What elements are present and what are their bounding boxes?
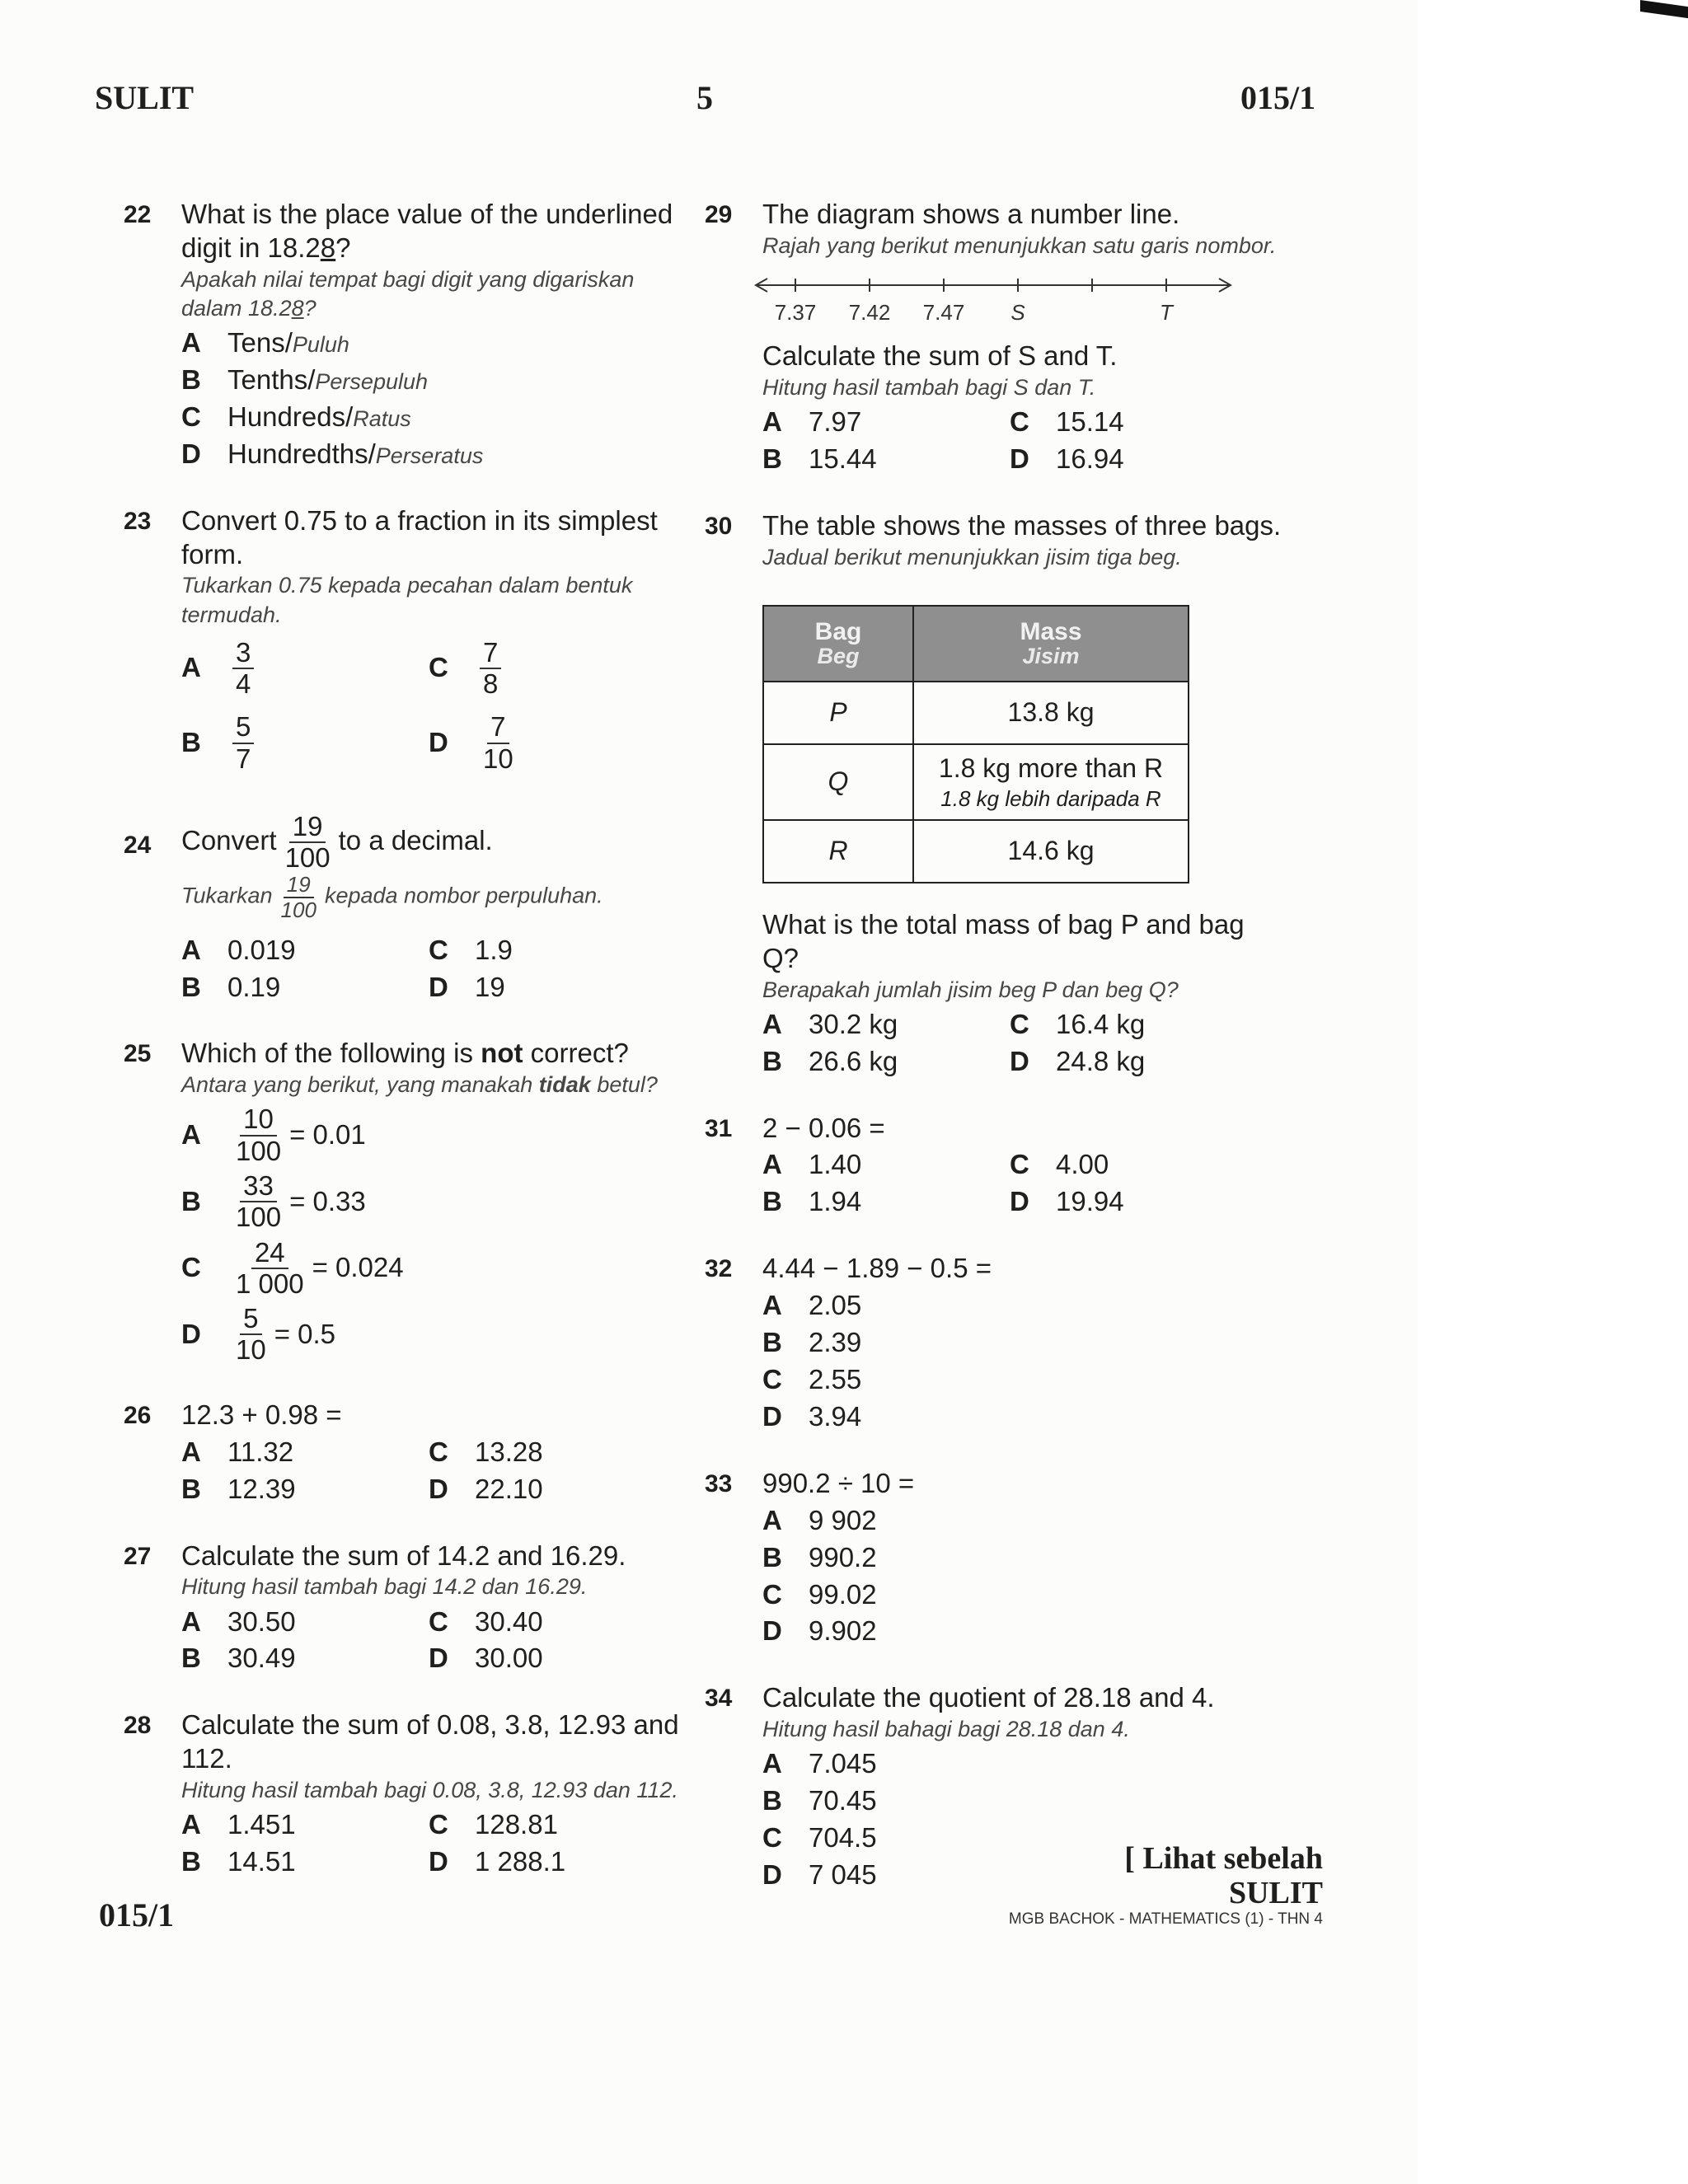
fraction: $\frac{19}{100}$ [280,872,316,922]
option-a[interactable]: A $\frac{10}{100}$ = 0.01 [181,1104,366,1166]
option-a[interactable]: A 9 902 [762,1504,877,1535]
tick-label: 7.42 [848,300,891,325]
option-d[interactable]: D 19 [429,971,505,1002]
table-row [763,682,1189,744]
answer-options [181,633,701,779]
question-text-malay: Berapakah jumlah jisim beg P dan beg Q? [762,977,1179,1002]
option-d[interactable]: D 22.10 [429,1473,543,1504]
question-stem-malay: Tukarkan 0.75 kepada pecahan dalam bentuk termudah. [181,573,633,627]
question-stem: The table shows the masses of three bags. [762,509,1282,541]
option-d[interactable]: D $\frac{7}{10}$ [429,712,676,774]
option-d[interactable]: D 16.94 [1010,443,1124,474]
question-26 [124,1399,701,1507]
fraction: $\frac{7}{8}$ [480,638,501,700]
option-c[interactable]: C 1.9 [429,934,513,965]
option-d[interactable]: D 30.00 [429,1643,543,1674]
page-number: 5 [696,79,713,116]
mass-cell: 13.8 kg [913,682,1189,744]
answer-options [181,934,701,1005]
question-stem: 12.3 + 0.98 = [181,1399,342,1430]
question-number: 27 [124,1542,152,1570]
table-header-row [763,606,1189,682]
tick-label: 7.47 [922,300,965,325]
option-b[interactable]: B 15.44 [762,443,877,474]
question-number: 32 [705,1255,733,1283]
mass-cell: 1.8 kg more than R 1.8 kg lebih daripada R [913,744,1189,820]
answer-options [181,1605,701,1676]
answer-options [181,326,701,471]
option-c[interactable]: C 15.14 [1010,406,1124,437]
option-b[interactable]: B 12.39 [181,1473,296,1504]
option-c[interactable]: C Hundreds/Ratus [181,401,411,432]
question-number: 29 [705,201,733,228]
fraction: $\frac{7}{10}$ [483,711,513,774]
option-a[interactable]: A 0.019 [181,934,296,965]
question-number: 22 [124,201,152,228]
question-number: 25 [124,1040,152,1068]
option-a[interactable]: A $\frac{3}{4}$ [181,638,429,700]
column-header-mass: Mass Jisim [913,606,1189,682]
question-number: 24 [124,831,152,859]
answer-options [181,1436,701,1507]
tick-label-s: S [1010,300,1025,325]
bag-cell: P [763,682,913,744]
header-classification: SULIT [95,79,195,116]
option-b[interactable]: B 1.94 [762,1186,862,1217]
answer-options [762,1008,1282,1079]
question-stem: The diagram shows a number line. [762,199,1180,229]
option-b[interactable]: B 70.45 [762,1785,877,1816]
option-a[interactable]: A 2.05 [762,1290,862,1321]
question-stem: Which of the following is not correct? [181,1038,629,1069]
option-a[interactable]: A 7.045 [762,1748,877,1779]
footer-paper-code: 015/1 [99,1896,175,1933]
question-number: 23 [124,507,152,535]
question-text: Calculate the sum of S and T. [762,340,1118,371]
fraction: $\frac{3}{4}$ [232,638,254,700]
option-b[interactable]: B 30.49 [181,1643,296,1674]
option-d[interactable]: D 3.94 [762,1400,862,1432]
question-23 [124,504,701,779]
option-a[interactable]: A 1.40 [762,1149,862,1180]
question-stem: Calculate the sum of 14.2 and 16.29. [181,1540,626,1571]
option-a[interactable]: A 11.32 [181,1436,294,1467]
question-number: 28 [124,1712,152,1740]
option-a[interactable]: A 7.97 [762,406,862,437]
option-a[interactable]: A 30.50 [181,1605,296,1637]
option-d[interactable]: D 1 288.1 [429,1846,566,1877]
question-stem-malay: Hitung hasil bahagi bagi 28.18 dan 4. [762,1717,1130,1742]
option-b[interactable]: B 0.19 [181,971,281,1002]
question-stem: 990.2 ÷ 10 = [762,1467,915,1498]
scan-margin [1418,0,1688,2184]
question-stem-malay: Hitung hasil tambah bagi 0.08, 3.8, 12.93 dan 112. [181,1778,678,1803]
option-d[interactable]: D 19.94 [1010,1186,1124,1217]
column-header-bag: Bag Beg [763,606,913,682]
question-number: 30 [705,512,733,540]
option-b[interactable]: B 990.2 [762,1541,877,1572]
option-d[interactable]: D 7 045 [762,1859,877,1891]
question-stem-malay: Tukarkan $\frac{19}{100}$ kepada nombor perpuluhan. [181,872,603,922]
question-text-malay: Hitung hasil tambah bagi S dan T. [762,374,1096,400]
question-32 [705,1252,1282,1434]
option-d[interactable]: D Hundredths/Perseratus [181,438,484,469]
option-d[interactable]: D $\frac{5}{10}$ = 0.5 [181,1303,336,1366]
tick-label-t: T [1160,300,1173,325]
question-29 [705,198,1282,476]
question-stem: Convert 0.75 to a fraction in its simplest form. [181,504,658,569]
left-column [124,198,701,1912]
question-28 [124,1708,701,1879]
option-b[interactable]: B 14.51 [181,1846,296,1877]
option-b[interactable]: B $\frac{5}{7}$ [181,712,429,774]
question-stem: 2 − 0.06 = [762,1112,885,1143]
option-c[interactable]: C 13.28 [429,1436,543,1467]
bag-cell: R [763,820,913,883]
option-d[interactable]: D 24.8 kg [1010,1045,1146,1076]
fraction: $\frac{5}{10}$ [236,1303,266,1366]
question-stem: 4.44 − 1.89 − 0.5 = [762,1253,992,1284]
answer-options [181,1104,701,1365]
question-stem: What is the place value of the underlined digit in 18.28? [181,199,673,263]
question-30 [705,509,1282,1079]
question-stem-malay: Apakah nilai tempat bagi digit yang digariskan dalam 18.28? [181,266,635,321]
answer-options [181,1808,701,1879]
answer-options [762,1148,1282,1219]
option-b[interactable]: B 26.6 kg [762,1045,898,1076]
fraction: $\frac{5}{7}$ [232,712,254,774]
question-stem-malay: Hitung hasil tambah bagi 14.2 dan 16.29. [181,1574,588,1600]
tick-label: 7.37 [774,300,817,325]
option-c[interactable]: C 704.5 [762,1822,877,1854]
question-stem-malay: Rajah yang berikut menunjukkan satu garis nombor. [762,232,1277,258]
fraction: $\frac{10}{100}$ [236,1104,282,1166]
question-number: 34 [705,1685,733,1713]
question-stem: Convert $\frac{19}{100}$ to a decimal. [181,810,493,874]
question-33 [705,1467,1282,1649]
answer-options [762,405,1282,476]
footer-turn-over: [ Lihat sebelah SULIT [1124,1841,1323,1910]
option-d[interactable]: D 9.902 [762,1615,877,1647]
table-row [763,744,1189,820]
option-c[interactable]: C 128.81 [429,1809,558,1840]
option-c[interactable]: C 30.40 [429,1605,543,1637]
question-stem-malay: Jadual berikut menunjukkan jisim tiga beg. [762,544,1182,569]
question-stem: Calculate the sum of 0.08, 3.8, 12.93 and 112. [181,1709,679,1774]
option-c[interactable]: C 2.55 [762,1363,862,1394]
question-27 [124,1540,701,1676]
option-b[interactable]: B 2.39 [762,1327,862,1358]
answer-options [762,1289,1282,1434]
fraction: $\frac{19}{100}$ [284,810,331,874]
fraction: $\frac{33}{100}$ [236,1170,282,1233]
table-row [763,820,1189,883]
fraction: $\frac{24}{1 000}$ [236,1236,304,1299]
header-paper-code: 015/1 [1240,79,1316,116]
question-31 [705,1112,1282,1220]
footer-source: MGB BACHOK - MATHEMATICS (1) - THN 4 [1008,1910,1323,1928]
question-25 [124,1037,701,1365]
question-stem-malay: Antara yang berikut, yang manakah tidak betul? [181,1072,658,1098]
option-c[interactable]: C 4.00 [1010,1149,1109,1180]
option-a[interactable]: A 1.451 [181,1809,296,1840]
bag-cell: Q [763,744,913,820]
question-stem: Calculate the quotient of 28.18 and 4. [762,1682,1215,1713]
right-column [705,198,1282,1925]
answer-options [762,1504,1282,1649]
question-number: 33 [705,1469,733,1497]
mass-cell: 14.6 kg [913,820,1189,883]
option-b[interactable]: B Tenths/Persepuluh [181,363,429,395]
option-b[interactable]: B $\frac{33}{100}$ = 0.33 [181,1170,366,1233]
question-22 [124,198,701,471]
question-number: 31 [705,1114,733,1142]
option-c[interactable]: C 99.02 [762,1578,877,1610]
question-24 [124,812,701,1005]
option-c[interactable]: C $\frac{24}{1 000}$ = 0.024 [181,1236,404,1299]
number-line-diagram [746,269,1240,335]
option-c[interactable]: C 16.4 kg [1010,1008,1146,1039]
option-c[interactable]: C $\frac{7}{8}$ [429,638,676,700]
option-a[interactable]: A 30.2 kg [762,1008,898,1039]
option-a[interactable]: A Tens/Puluh [181,327,349,358]
question-text: What is the total mass of bag P and bag Q? [762,908,1245,973]
mass-table [762,605,1189,883]
question-number: 26 [124,1401,152,1429]
